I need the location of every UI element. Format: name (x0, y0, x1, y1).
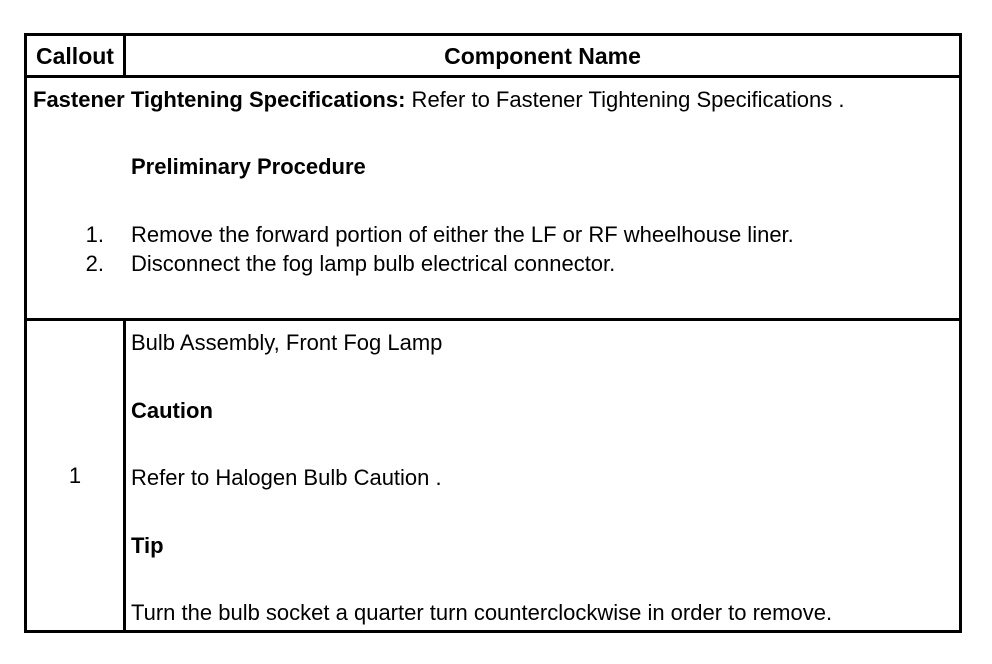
procedure-step (27, 222, 959, 250)
specifications-row (27, 78, 959, 321)
caution-text: Refer to Halogen Bulb Caution . (131, 465, 442, 490)
callout-cell (27, 321, 126, 630)
step-text: Disconnect the fog lamp bulb electrical connector. (131, 251, 616, 276)
tip-title: Tip (131, 533, 164, 558)
procedure-table (24, 33, 962, 633)
fastener-specifications (33, 87, 844, 113)
callout-column-header: Callout (27, 36, 126, 75)
table-header-row (27, 36, 959, 78)
callout-number: 1 (68, 463, 82, 488)
tip-text: Turn the bulb socket a quarter turn counterclockwise in order to remove. (131, 600, 833, 625)
step-text: Remove the forward portion of either the LF or RF wheelhouse liner. (131, 222, 794, 247)
component-name-column-header: Component Name (444, 43, 641, 69)
fastener-specifications-text: Refer to Fastener Tightening Specifications . (405, 87, 845, 112)
component-cell (131, 321, 959, 630)
fastener-specifications-label: Fastener Tightening Specifications: (33, 87, 406, 112)
preliminary-procedure-title: Preliminary Procedure (131, 154, 366, 179)
step-number: 2. (85, 251, 104, 276)
caution-title: Caution (131, 398, 213, 423)
component-name: Bulb Assembly, Front Fog Lamp (131, 330, 443, 355)
procedure-step (27, 251, 959, 279)
step-number: 1. (85, 222, 104, 247)
component-row (27, 321, 959, 630)
